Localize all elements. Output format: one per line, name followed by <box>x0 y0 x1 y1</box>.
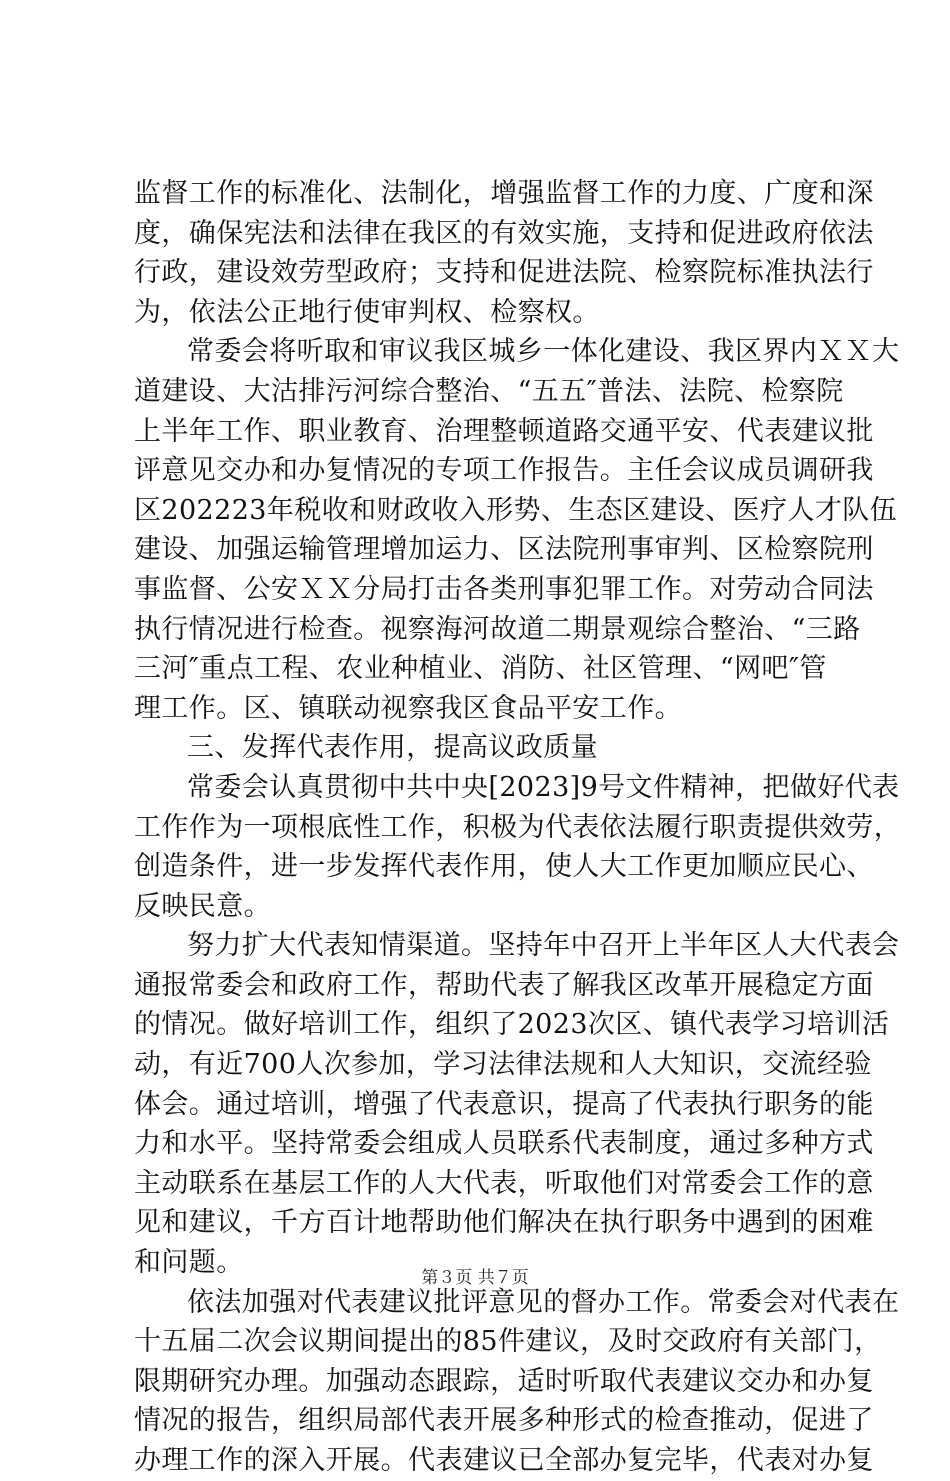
text-line: 十五届二次会议期间提出的85件建议，及时交政府有关部门， <box>134 1326 882 1358</box>
text-line: 创造条件，进一步发挥代表作用，使人大工作更加顺应民心、 <box>134 851 874 883</box>
text-line: 区202223年税收和财政收入形势、生态区建设、医疗人才队伍 <box>134 494 898 526</box>
text-line: 限期研究办理。加强动态跟踪，适时听取代表建议交办和办复 <box>134 1365 874 1397</box>
text-line: 情况的报告，组织局部代表开展多种形式的检查推动，促进了 <box>134 1405 874 1437</box>
text-line: 行政，建设效劳型政府；支持和促进法院、检察院标准执法行 <box>134 257 874 289</box>
text-line: 见和建议，千方百计地帮助他们解决在执行职务中遇到的困难 <box>134 1207 874 1239</box>
section-heading: 三、发挥代表作用，提高议政质量 <box>187 732 598 764</box>
text-line: 三河″重点工程、农业种植业、消防、社区管理、“网吧″管 <box>134 653 827 685</box>
text-line: 理工作。区、镇联动视察我区食品平安工作。 <box>134 692 682 724</box>
text-line: 体会。通过培训，增强了代表意识，提高了代表执行职务的能 <box>134 1088 874 1120</box>
text-line: 监督工作的标准化、法制化，增强监督工作的力度、广度和深 <box>134 178 874 209</box>
paragraph-start-line: 努力扩大代表知情渠道。坚持年中召开上半年区人大代表会 <box>187 930 900 962</box>
text-line: 通报常委会和政府工作，帮助代表了解我区改革开展稳定方面 <box>134 969 874 1001</box>
text-line: 工作作为一项根底性工作，积极为代表依法履行职责提供效劳， <box>134 811 902 843</box>
text-line: 动，有近700人次参加，学习法律法规和人大知识，交流经验 <box>134 1049 872 1081</box>
text-line: 和问题。 <box>134 1247 244 1279</box>
page-number-footer: 第３页 共７页 <box>421 1268 529 1288</box>
text-line: 道建设、大沽排污河综合整治、“五五″普法、法院、检察院 <box>134 375 844 407</box>
paragraph-start-line: 常委会认真贯彻中共中央[2023]9号文件精神，把做好代表 <box>187 771 900 803</box>
text-line: 事监督、公安ＸＸ分局打击各类刑事犯罪工作。对劳动合同法 <box>134 573 874 605</box>
text-line: 的情况。做好培训工作，组织了2023次区、镇代表学习培训活 <box>134 1009 890 1041</box>
text-line: 力和水平。坚持常委会组成人员联系代表制度，通过多种方式 <box>134 1128 874 1160</box>
text-line: 度，确保宪法和法律在我区的有效实施，支持和促进政府依法 <box>134 217 874 249</box>
text-line: 建设、加强运输管理增加运力、区法院刑事审判、区检察院刑 <box>134 534 874 566</box>
text-line: 为，依法公正地行使审判权、检察权。 <box>134 296 600 328</box>
text-line: 反映民意。 <box>134 890 271 922</box>
paragraph-start-line: 依法加强对代表建议批评意见的督办工作。常委会对代表在 <box>187 1286 900 1318</box>
text-line: 办理工作的深入开展。代表建议已全部办复完毕，代表对办复 <box>134 1445 874 1476</box>
text-line: 评意见交办和办复情况的专项工作报告。主任会议成员调研我 <box>134 455 874 487</box>
text-line: 上半年工作、职业教育、治理整顿道路交通平安、代表建议批 <box>134 415 874 447</box>
paragraph-start-line: 常委会将听取和审议我区城乡一体化建设、我区界内ＸＸ大 <box>187 336 900 368</box>
text-line: 执行情况进行检查。视察海河故道二期景观综合整治、“三路 <box>134 613 861 645</box>
text-line: 主动联系在基层工作的人大代表，听取他们对常委会工作的意 <box>134 1167 874 1199</box>
